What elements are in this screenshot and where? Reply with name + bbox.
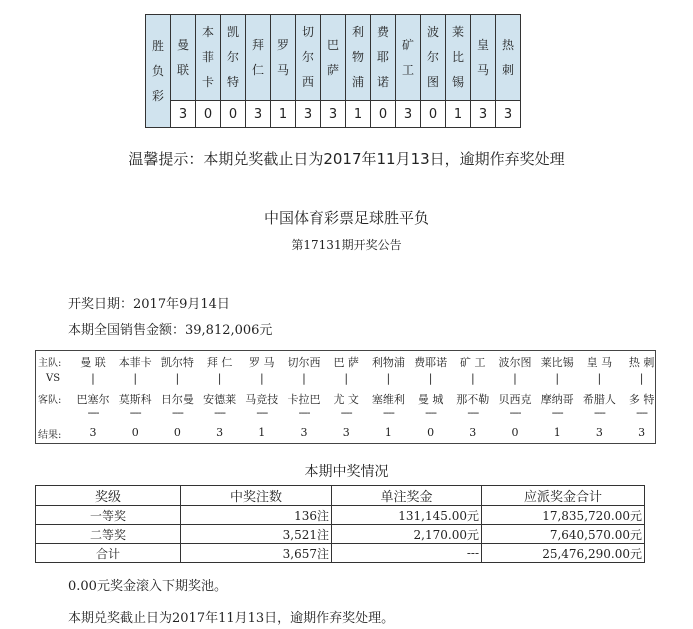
team-char: 罗 <box>276 37 289 52</box>
result-cell: 3 <box>396 101 421 128</box>
team-char: 比 <box>451 50 464 64</box>
away-team: 那不勒 <box>456 393 490 406</box>
prize-unit: 2,170.00元 <box>332 525 482 544</box>
result-cell: 0 <box>221 101 246 128</box>
result-cell: 1 <box>446 101 471 128</box>
result-cell: 1 <box>346 101 371 128</box>
home-team: 皇 马 <box>586 356 613 369</box>
match-result: 1 <box>384 426 392 439</box>
bar-separator: | <box>386 372 391 385</box>
team-char: 热 <box>501 37 514 52</box>
prize-total-row <box>36 544 645 563</box>
team-header-cell <box>321 15 346 101</box>
team-header-cell <box>421 15 446 101</box>
team-char: 卡 <box>201 75 214 89</box>
team-char: 诺 <box>376 75 389 89</box>
team-char: 浦 <box>351 75 364 89</box>
away-team: 巴塞尔 <box>76 393 110 406</box>
draw-date: 开奖日期：2017年9月14日 <box>68 297 230 312</box>
home-team: 波尔图 <box>498 356 532 369</box>
team-char: 锡 <box>451 75 464 89</box>
result-cell: 0 <box>421 101 446 128</box>
team-char: 菲 <box>201 50 214 64</box>
bar-separator: | <box>428 372 433 385</box>
away-team: 塞维利 <box>371 393 405 406</box>
away-team: 日尔曼 <box>160 393 194 406</box>
match-result: 3 <box>89 426 97 439</box>
result-cell: 1 <box>271 101 296 128</box>
bar-separator: | <box>91 372 95 385</box>
team-char: 皇 <box>476 37 489 52</box>
team-char: 切 <box>301 25 314 39</box>
vs-label: VS <box>46 373 61 384</box>
team-char: 本 <box>201 25 214 39</box>
team-char: 工 <box>401 62 414 77</box>
match-result: 3 <box>216 426 224 439</box>
home-team: 罗 马 <box>249 356 275 369</box>
result-cell: 0 <box>196 101 221 128</box>
match-result: 3 <box>300 426 308 439</box>
dash-separator: ---- <box>129 406 141 419</box>
dash-separator: ---- <box>551 406 563 419</box>
prize-count: 3,521注 <box>181 525 332 544</box>
team-char: 西 <box>301 75 314 89</box>
home-team: 矿 工 <box>460 356 486 369</box>
team-char: 凯 <box>226 25 239 39</box>
away-label: 客队: <box>38 395 62 406</box>
prize-row <box>36 525 645 544</box>
team-header-cell <box>246 15 271 101</box>
home-team: 曼 联 <box>80 356 106 369</box>
away-team: 莫斯科 <box>118 393 152 406</box>
away-team: 希腊人 <box>582 393 616 406</box>
header-unit-prize: 单注奖金 <box>332 486 482 506</box>
away-team: 安德莱 <box>203 393 237 406</box>
dash-separator: ---- <box>382 406 394 419</box>
match-column <box>534 351 580 443</box>
team-char: 尔 <box>226 50 239 64</box>
team-char: 尔 <box>426 50 439 64</box>
match-result: 0 <box>427 426 435 439</box>
match-column <box>323 351 369 443</box>
prize-table <box>35 485 645 563</box>
home-team: 切尔西 <box>287 356 321 369</box>
dash-separator: ---- <box>171 406 183 419</box>
result-cell: 3 <box>496 101 521 128</box>
team-header-cell <box>371 15 396 101</box>
match-column <box>450 351 496 443</box>
prize-level: 一等奖 <box>36 506 181 525</box>
match-result: 0 <box>131 426 139 439</box>
prize-header-row <box>36 486 645 506</box>
header-total: 应派奖金合计 <box>482 486 645 506</box>
match-list-box <box>35 350 656 444</box>
rollover-note: 0.00元奖金滚入下期奖池。 <box>68 579 227 594</box>
team-header-cell <box>171 15 196 101</box>
match-column <box>70 351 116 443</box>
dash-separator: ---- <box>214 406 226 419</box>
team-header-cell <box>471 15 496 101</box>
notice-text: 温馨提示：本期兑奖截止日为2017年11月13日，逾期作弃奖处理 <box>128 150 565 168</box>
team-header-cell <box>296 15 321 101</box>
team-char: 联 <box>176 62 189 77</box>
prize-section-title: 本期中奖情况 <box>304 464 389 480</box>
bar-separator: | <box>217 372 222 385</box>
match-result: 1 <box>553 426 561 439</box>
document-title: 中国体育彩票足球胜平负 <box>263 209 429 227</box>
header-count: 中奖注数 <box>181 486 332 506</box>
bar-separator: | <box>259 372 264 385</box>
match-column <box>492 351 538 443</box>
home-team: 热 刺 <box>628 356 655 369</box>
team-char: 费 <box>376 25 389 39</box>
match-result: 3 <box>342 426 350 439</box>
away-team: 曼 城 <box>417 393 444 406</box>
result-label: 结果: <box>38 430 62 441</box>
result-row <box>146 101 521 128</box>
deadline-note: 本期兑奖截止日为2017年11月13日，逾期作弃奖处理。 <box>68 611 395 626</box>
match-result: 1 <box>258 426 266 439</box>
team-char: 矿 <box>401 37 414 52</box>
dash-separator: ---- <box>467 406 479 419</box>
prize-total: 17,835,720.00元 <box>482 506 645 525</box>
team-header-cell <box>446 15 471 101</box>
home-team: 巴 萨 <box>333 356 359 369</box>
team-header-cell <box>221 15 246 101</box>
team-header-cell <box>496 15 521 101</box>
match-column <box>197 351 243 443</box>
match-column <box>239 351 285 443</box>
results-summary-table <box>145 14 521 128</box>
label-char: 彩 <box>151 88 164 103</box>
away-team: 马竞技 <box>245 393 279 406</box>
match-column <box>365 351 411 443</box>
match-result: 3 <box>469 426 477 439</box>
match-column <box>281 351 327 443</box>
dash-separator: ---- <box>425 406 437 419</box>
away-team: 尤 文 <box>333 393 359 406</box>
team-char: 巴 <box>326 37 339 52</box>
result-cell: 3 <box>296 101 321 128</box>
match-column <box>112 351 158 443</box>
bar-separator: | <box>513 372 517 385</box>
dash-separator: ---- <box>87 406 99 419</box>
team-char: 刺 <box>501 62 514 77</box>
bar-separator: | <box>344 372 349 385</box>
team-char: 曼 <box>176 37 189 52</box>
bar-separator: | <box>597 372 602 385</box>
home-team: 本菲卡 <box>118 356 152 369</box>
match-column <box>576 351 622 443</box>
home-team: 利物浦 <box>371 356 405 369</box>
result-cell: 3 <box>171 101 196 128</box>
away-team: 摩纳哥 <box>540 393 574 406</box>
team-char: 莱 <box>451 25 464 39</box>
team-char: 拜 <box>251 37 264 52</box>
away-team: 贝西克 <box>498 393 532 406</box>
home-team: 费耶诺 <box>414 356 448 369</box>
prize-unit: 131,145.00元 <box>332 506 482 525</box>
dash-separator: ---- <box>636 406 648 419</box>
prize-total: 7,640,570.00元 <box>482 525 645 544</box>
home-team: 莱比锡 <box>540 356 574 369</box>
team-char: 波 <box>426 25 439 39</box>
prize-level: 二等奖 <box>36 525 181 544</box>
bar-separator: | <box>470 372 475 385</box>
away-team: 卡拉巴 <box>287 393 321 406</box>
home-label: 主队: <box>38 358 62 369</box>
result-cell: 0 <box>371 101 396 128</box>
prize-level: 合计 <box>36 544 181 563</box>
team-header-row <box>146 15 521 101</box>
bar-separator: | <box>555 372 560 385</box>
bar-separator: | <box>133 372 138 385</box>
team-char: 物 <box>351 50 364 64</box>
match-result: 0 <box>173 426 181 439</box>
match-result: 3 <box>595 426 603 439</box>
sales-amount: 本期全国销售金额：39,812,006元 <box>68 323 273 338</box>
label-char: 负 <box>151 63 164 78</box>
away-team: 多 特 <box>628 393 655 406</box>
match-column <box>408 351 454 443</box>
header-level: 奖级 <box>36 486 181 506</box>
result-cell: 3 <box>246 101 271 128</box>
prize-count: 136注 <box>181 506 332 525</box>
bar-separator: | <box>302 372 306 385</box>
dash-separator: ---- <box>509 406 521 419</box>
home-team: 拜 仁 <box>206 356 233 369</box>
match-result: 0 <box>511 426 519 439</box>
dash-separator: ---- <box>340 406 352 419</box>
game-type-label <box>146 15 171 128</box>
team-char: 马 <box>276 62 289 77</box>
result-cell: 3 <box>321 101 346 128</box>
team-header-cell <box>396 15 421 101</box>
dash-separator: ---- <box>593 406 605 419</box>
match-column <box>619 351 665 443</box>
bar-separator: | <box>639 372 644 385</box>
team-char: 耶 <box>376 50 389 64</box>
label-char: 胜 <box>151 38 164 53</box>
team-char: 利 <box>351 25 364 39</box>
team-char: 尔 <box>301 50 314 64</box>
bar-separator: | <box>175 372 180 385</box>
prize-unit: --- <box>332 544 482 563</box>
prize-total: 25,476,290.00元 <box>482 544 645 563</box>
team-header-cell <box>196 15 221 101</box>
document-subtitle: 第17131期开奖公告 <box>291 238 402 252</box>
match-column <box>154 351 200 443</box>
result-cell: 3 <box>471 101 496 128</box>
team-char: 特 <box>226 75 239 89</box>
team-char: 仁 <box>251 62 264 77</box>
team-char: 马 <box>476 62 489 77</box>
team-char: 图 <box>426 75 439 89</box>
match-result: 3 <box>638 426 646 439</box>
team-header-cell <box>271 15 296 101</box>
team-char: 萨 <box>326 62 339 77</box>
dash-separator: ---- <box>298 406 310 419</box>
prize-count: 3,657注 <box>181 544 332 563</box>
team-header-cell <box>346 15 371 101</box>
dash-separator: ---- <box>256 406 268 419</box>
prize-row <box>36 506 645 525</box>
home-team: 凯尔特 <box>160 356 194 369</box>
